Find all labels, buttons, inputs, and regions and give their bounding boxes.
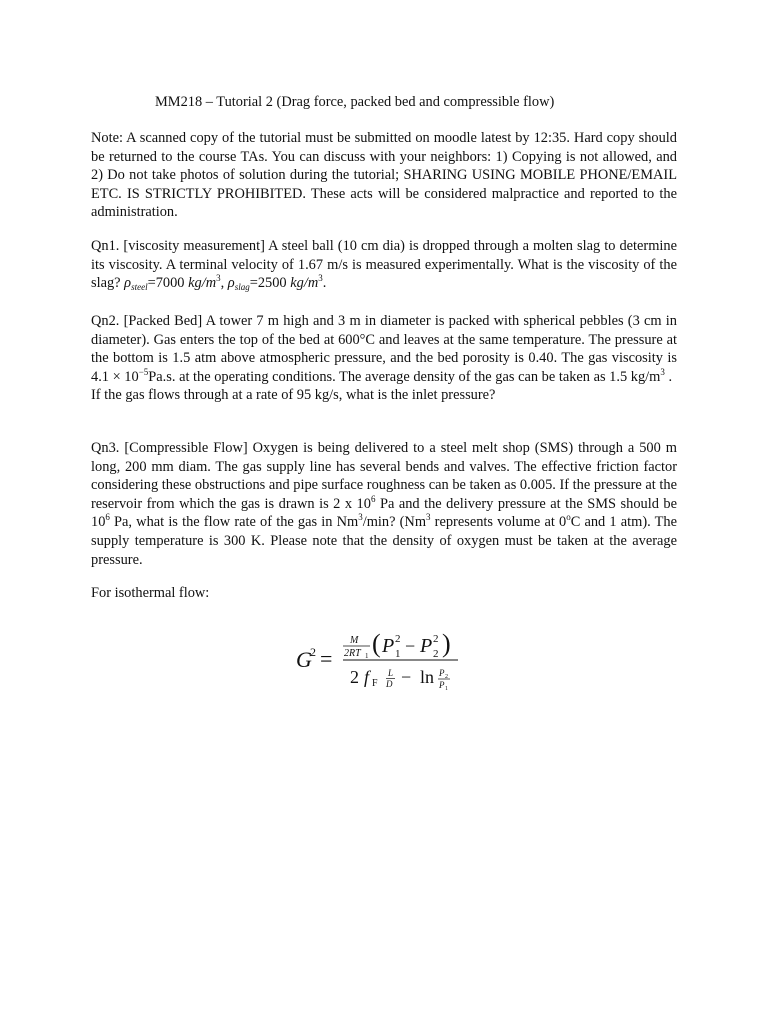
question-2: Qn2. [Packed Bed] A tower 7 m high and 3 m in diameter is packed with spherical pebbles (3 cm in diameter). Gas enters the top of the bed at 600°C and leaves at the same temperature. The pressure at the bottom is 1.5 atm above atmospheric pressure, and the bed porosity is 0.40. The gas viscosity is $4.1 \times 10^{-5}Pa.s$. at the operating conditions. The average density of the gas can be taken as 1.5 $kg/m^3$ . If the gas flows through at a rate of 95 kg/s, what is the inlet pressure? (91, 313, 677, 404)
formula-ln-p2-sub: 2 (445, 674, 448, 680)
formula-d: D (386, 679, 393, 689)
formula-ln: ln (420, 667, 435, 687)
formula-m: M (350, 635, 359, 646)
formula-f-sub: F (372, 678, 378, 689)
qn2-question: If the gas flows through at a rate of 95 kg/s, what is the inlet pressure? (91, 387, 496, 404)
page-title: MM218 – Tutorial 2 (Drag force, packed bed and compressible flow) (155, 94, 555, 110)
rho-slag: $\rho_{slag}$ (227, 275, 250, 293)
formula-p1-sq: 2 (395, 633, 401, 645)
formula-ln-p2: P (439, 668, 445, 678)
formula-p1: P (382, 635, 395, 657)
qn1-text: Qn1. [viscosity measurement] A steel ball (10 cm dia) is dropped through a molten slag to determine its viscosity. A terminal velocity of 1.67 m/s is measured experimentally. What is the viscosity of the slag? (91, 238, 677, 292)
formula-f: f (364, 667, 370, 687)
formula-close-paren: ) (442, 629, 451, 658)
formula-g-exp: 2 (310, 645, 316, 659)
formula-p2-sq: 2 (433, 633, 439, 645)
isothermal-label: For isothermal flow: (91, 585, 210, 601)
formula-two: 2 (350, 667, 359, 687)
formula-minus: − (405, 636, 416, 656)
isothermal-flow-formula (290, 622, 470, 694)
note-paragraph: Note: A scanned copy of the tutorial must be submitted on moodle latest by 12:35. Hard copy should be returned to the course TAs. You can discuss with your neighbors: 1) Copying is not allowed, and 2) Do not take photos of solution during the tutorial; SHARING USING MOBILE PHONE/EMAIL ETC. IS STRICTLY PROHIBITED. These acts will be considered malpractice and reported to the administration. (91, 130, 677, 221)
formula-ln-p1: P (439, 680, 445, 690)
viscosity-value: $4.1 \times 10^{-5}$ (91, 366, 149, 385)
formula-g: G (296, 647, 312, 672)
rho-steel: $\rho_{steel}$ (124, 275, 148, 293)
formula-open-paren: ( (372, 629, 381, 658)
formula-2rt: 2RT (344, 648, 361, 659)
formula-p2-sub: 2 (433, 648, 439, 660)
formula-p2: P (420, 635, 433, 657)
formula-equals: = (320, 646, 333, 671)
question-1: Qn1. [viscosity measurement] A steel ball (10 cm dia) is dropped through a molten slag to determine its viscosity. A terminal velocity of 1.67 m/s is measured experimentally. What is the viscosity of the slag? $\rho_{steel}=7000$ $kg/m^3$, $\rho_{slag}=2500$ $kg/m^3$. (91, 238, 677, 293)
formula-t-sub: 1 (365, 652, 369, 660)
formula-ln-p1-sub: 1 (445, 686, 448, 692)
question-3: Qn3. [Compressible Flow] Oxygen is being delivered to a steel melt shop (SMS) through a 500 m long, 200 mm diam. The gas supply line has several bends and valves. The effective friction factor considering these obstructions and pipe surface roughness can be taken as 0.005. If the pressure at the reservoir from which the gas is drawn is 2 x $10^6$ Pa and the delivery pressure at the SMS should be $10^6$ Pa, what is the flow rate of the gas in Nm$^3$/min? (Nm$^3$ represents volume at 0$^o$C and 1 atm). The supply temperature is 300 K. Please note that the density of oxygen must be taken at the average pressure. (91, 440, 677, 568)
formula-l: L (388, 668, 394, 678)
formula-minus-2: − (401, 667, 412, 687)
formula-p1-sub: 1 (395, 648, 401, 660)
